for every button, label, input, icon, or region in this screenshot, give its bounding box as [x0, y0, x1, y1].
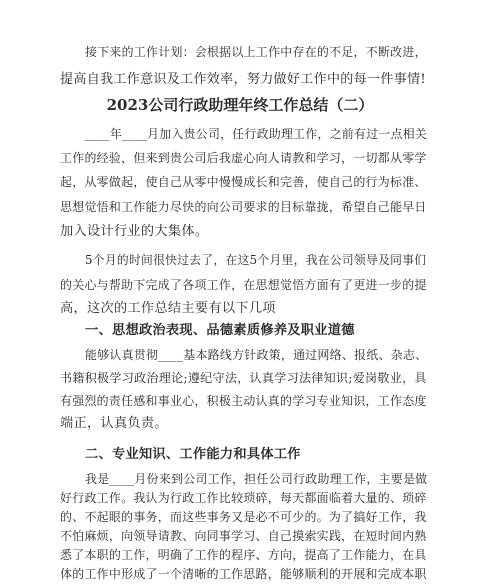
para3-line-1: 能够认真贯彻____基本路线方针政策，通过网络、报纸、杂志、 [85, 348, 428, 362]
para4-line-1: 我是____月份来到公司工作，担任公司行政助理工作，主要是做 [85, 472, 428, 486]
para4-line-6: 体的工作中形成了一个清晰的工作思路，能够顺利的开展和完成本职 [60, 567, 427, 581]
document-title: 2023公司行政助理年终工作总结（二） [106, 96, 374, 114]
para2-line-3: 高，这次的工作总结主要有以下几项 [60, 301, 276, 316]
para1-line-3: 起，从零做起，使自己从零中慢慢成长和完善，使自己的行为标准、 [60, 175, 427, 189]
para1-line-5: 加入设计行业的大集体。 [60, 224, 209, 239]
intro-line-1: 接下来的工作计划：会根据以上工作中存在的不足，不断改进， [85, 45, 427, 59]
intro-line-2: 提高自我工作意识及工作效率，努力做好工作中的每一件事情! [60, 72, 426, 87]
section2-title: 二、专业知识、工作能力和具体工作 [85, 447, 301, 462]
para1-line-1: ____年____月加入贵公司，任行政助理工作，之前有过一点相关 [85, 127, 428, 141]
para2-line-1: 5个月的时间很快过去了，在这5个月里，我在公司领导及同事们 [85, 253, 427, 267]
para4-line-2: 好行政工作。我认为行政工作比较琐碎，每天都面临着大量的、琐碎 [60, 491, 427, 505]
para1-line-2: 工作的经验，但来到贵公司后我虚心向人请教和学习，一切都从零学 [60, 151, 427, 165]
para4-line-5: 悉了本职的工作，明确了工作的程序、方向，提高了工作能力，在具 [60, 548, 427, 562]
para3-line-4: 端正，认真负责。 [60, 416, 168, 431]
para2-line-2: 的关心与帮助下完成了各项工作，在思想觉悟方面有了更进一步的提 [60, 278, 427, 292]
section1-title: 一、思想政治表现、品德素质修养及职业道德 [85, 323, 355, 338]
para3-line-3: 有强烈的责任感和事业心，积极主动认真的学习专业知识，工作态度 [60, 394, 427, 408]
para1-line-4: 思想觉悟和工作能力尽快的向公司要求的目标靠拢，希望自己能早日 [60, 200, 427, 214]
para4-line-4: 不怕麻烦，向领导请教、向同事学习、自己摸索实践，在短时间内熟 [60, 529, 427, 543]
para4-line-3: 的、不起眼的事务，而这些事务又是必不可少的。为了搞好工作，我 [60, 510, 427, 524]
para3-line-2: 书籍积极学习政治理论;遵纪守法，认真学习法律知识;爱岗敬业，具 [60, 371, 427, 385]
